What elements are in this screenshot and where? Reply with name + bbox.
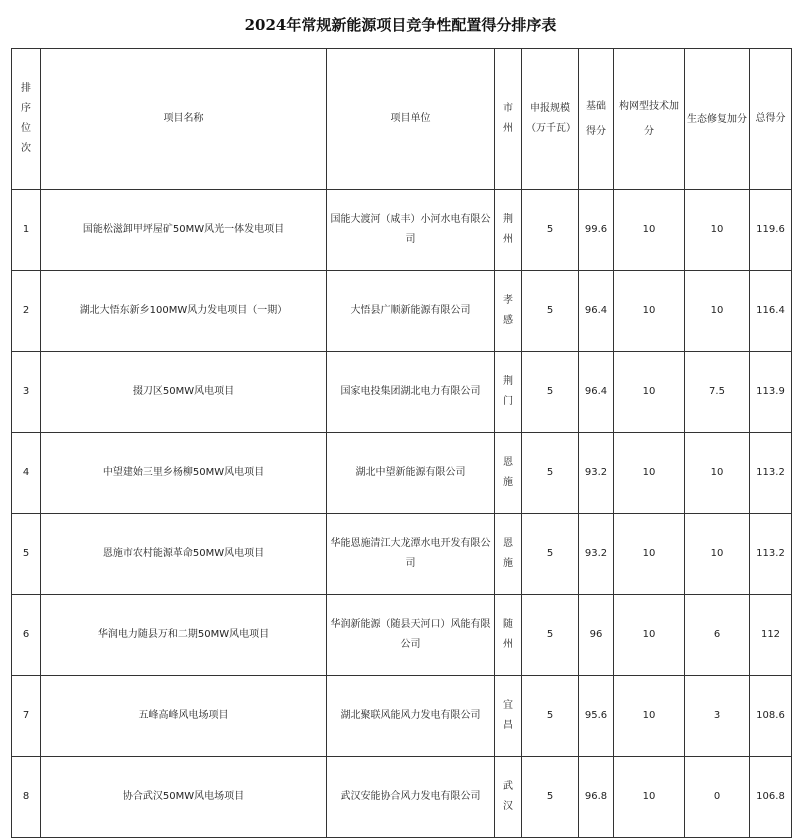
cell-project-unit: 湖北聚联风能风力发电有限公司 — [327, 676, 495, 757]
cell-grid-bonus: 10 — [614, 352, 685, 433]
cell-eco-bonus: 6 — [685, 595, 750, 676]
cell-city: 武汉 — [495, 757, 522, 838]
cell-project-name: 五峰高峰风电场项目 — [41, 676, 327, 757]
cell-eco-bonus: 3 — [685, 676, 750, 757]
cell-project-unit: 国能大渡河（咸丰）小河水电有限公司 — [327, 190, 495, 271]
cell-eco-bonus: 10 — [685, 271, 750, 352]
cell-project-name: 恩施市农村能源革命50MW风电项目 — [41, 514, 327, 595]
cell-eco-bonus: 10 — [685, 433, 750, 514]
cell-total: 112 — [750, 595, 792, 676]
cell-total: 113.2 — [750, 433, 792, 514]
cell-project-name: 湖北大悟东新乡100MW风力发电项目（一期） — [41, 271, 327, 352]
header-capacity: 申报规模（万千瓦） — [522, 49, 579, 190]
cell-city: 恩施 — [495, 514, 522, 595]
cell-rank: 6 — [12, 595, 41, 676]
cell-grid-bonus: 10 — [614, 676, 685, 757]
cell-project-name: 掇刀区50MW风电项目 — [41, 352, 327, 433]
cell-rank: 8 — [12, 757, 41, 838]
header-rank: 排序位次 — [12, 49, 41, 190]
cell-city: 宜昌 — [495, 676, 522, 757]
cell-city: 孝感 — [495, 271, 522, 352]
cell-rank: 7 — [12, 676, 41, 757]
cell-project-unit: 湖北中望新能源有限公司 — [327, 433, 495, 514]
cell-grid-bonus: 10 — [614, 595, 685, 676]
cell-capacity: 5 — [522, 514, 579, 595]
table-row — [12, 190, 792, 271]
cell-base-score: 96.4 — [579, 352, 614, 433]
cell-city: 恩施 — [495, 433, 522, 514]
cell-grid-bonus: 10 — [614, 514, 685, 595]
cell-base-score: 99.6 — [579, 190, 614, 271]
cell-base-score: 95.6 — [579, 676, 614, 757]
header-total: 总得分 — [750, 49, 792, 190]
cell-grid-bonus: 10 — [614, 757, 685, 838]
cell-rank: 5 — [12, 514, 41, 595]
cell-base-score: 96.8 — [579, 757, 614, 838]
header-eco-bonus: 生态修复加分 — [685, 49, 750, 190]
cell-total: 106.8 — [750, 757, 792, 838]
cell-grid-bonus: 10 — [614, 271, 685, 352]
cell-project-unit: 华能恩施清江大龙潭水电开发有限公司 — [327, 514, 495, 595]
cell-total: 119.6 — [750, 190, 792, 271]
table-row — [12, 271, 792, 352]
cell-capacity: 5 — [522, 676, 579, 757]
cell-eco-bonus: 0 — [685, 757, 750, 838]
cell-base-score: 96 — [579, 595, 614, 676]
cell-project-name: 中望建始三里乡杨柳50MW风电项目 — [41, 433, 327, 514]
table-header-row — [12, 49, 792, 190]
header-grid-bonus: 构网型技术加分 — [614, 49, 685, 190]
cell-project-unit: 国家电投集团湖北电力有限公司 — [327, 352, 495, 433]
cell-project-name: 国能松滋卸甲坪屋矿50MW风光一体发电项目 — [41, 190, 327, 271]
cell-grid-bonus: 10 — [614, 190, 685, 271]
cell-capacity: 5 — [522, 352, 579, 433]
cell-city: 荆门 — [495, 352, 522, 433]
cell-eco-bonus: 7.5 — [685, 352, 750, 433]
table-row — [12, 757, 792, 838]
cell-base-score: 96.4 — [579, 271, 614, 352]
cell-project-unit: 大悟县广顺新能源有限公司 — [327, 271, 495, 352]
cell-capacity: 5 — [522, 757, 579, 838]
cell-rank: 4 — [12, 433, 41, 514]
cell-base-score: 93.2 — [579, 433, 614, 514]
cell-eco-bonus: 10 — [685, 190, 750, 271]
table-row — [12, 433, 792, 514]
table-row — [12, 352, 792, 433]
cell-city: 荆州 — [495, 190, 522, 271]
cell-base-score: 93.2 — [579, 514, 614, 595]
cell-project-unit: 华润新能源（随县天河口）风能有限公司 — [327, 595, 495, 676]
cell-total: 113.2 — [750, 514, 792, 595]
cell-capacity: 5 — [522, 595, 579, 676]
cell-city: 随州 — [495, 595, 522, 676]
page-title: 2024年常规新能源项目竞争性配置得分排序表 — [244, 16, 557, 34]
cell-grid-bonus: 10 — [614, 433, 685, 514]
cell-total: 116.4 — [750, 271, 792, 352]
cell-project-name: 华润电力随县万和二期50MW风电项目 — [41, 595, 327, 676]
cell-capacity: 5 — [522, 271, 579, 352]
header-project-unit: 项目单位 — [327, 49, 495, 190]
table-row — [12, 514, 792, 595]
cell-total: 108.6 — [750, 676, 792, 757]
cell-rank: 2 — [12, 271, 41, 352]
cell-capacity: 5 — [522, 433, 579, 514]
header-project-name: 项目名称 — [41, 49, 327, 190]
cell-total: 113.9 — [750, 352, 792, 433]
cell-project-unit: 武汉安能协合风力发电有限公司 — [327, 757, 495, 838]
table-row — [12, 676, 792, 757]
cell-eco-bonus: 10 — [685, 514, 750, 595]
header-base-score: 基础得分 — [579, 49, 614, 190]
cell-capacity: 5 — [522, 190, 579, 271]
table-row — [12, 595, 792, 676]
cell-rank: 1 — [12, 190, 41, 271]
ranking-table — [11, 48, 792, 838]
cell-project-name: 协合武汉50MW风电场项目 — [41, 757, 327, 838]
cell-rank: 3 — [12, 352, 41, 433]
header-city: 市州 — [495, 49, 522, 190]
